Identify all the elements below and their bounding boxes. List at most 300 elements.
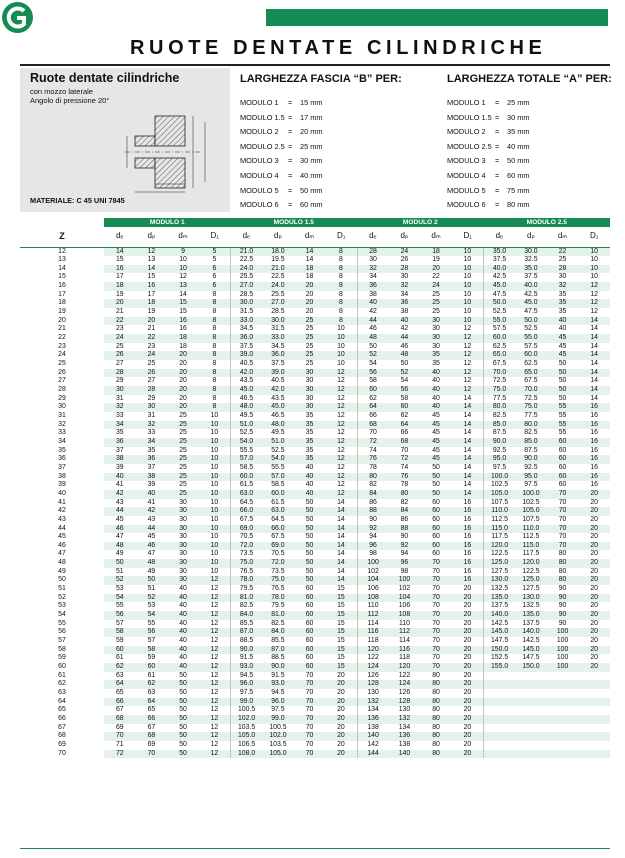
table-cell: 34.5 [262, 343, 294, 352]
table-cell: 90 [547, 585, 579, 594]
table-cell: 50 [294, 542, 326, 551]
fascia-module-value: 25 mm [300, 141, 323, 151]
table-cell: 76 [389, 473, 421, 482]
table-row [20, 663, 610, 672]
totale-module-label: MODULO 6 [447, 200, 486, 210]
table-cell: 105.0 [231, 732, 263, 741]
table-cell: 114 [389, 637, 421, 646]
table-cell: 142.5 [484, 620, 516, 629]
table-cell: 33 [104, 412, 136, 421]
table-cell: 37.5 [231, 343, 263, 352]
table-cell: 20 [452, 620, 484, 629]
column-header: D₁ [452, 227, 484, 247]
table-cell: 105.0 [262, 750, 294, 759]
table-cell: 12 [325, 412, 357, 421]
table-cell: 75.0 [262, 576, 294, 585]
teeth-count-cell: 43 [20, 516, 104, 525]
table-cell: 12 [199, 594, 231, 603]
table-cell: 35 [294, 438, 326, 447]
table-cell: 103.5 [262, 741, 294, 750]
table-cell: 41 [104, 481, 136, 490]
table-cell: 8 [199, 395, 231, 404]
table-cell: 40 [167, 611, 199, 620]
table-cell: 8 [199, 334, 231, 343]
table-cell: 97.5 [484, 464, 516, 473]
table-cell: 115.0 [515, 542, 547, 551]
table-cell [515, 715, 547, 724]
table-cell: 10 [199, 481, 231, 490]
table-cell: 40 [167, 628, 199, 637]
table-cell: 40 [167, 663, 199, 672]
teeth-count-cell: 35 [20, 447, 104, 456]
table-cell: 20 [452, 611, 484, 620]
table-cell: 70.5 [262, 550, 294, 559]
table-cell: 10 [325, 360, 357, 369]
table-cell: 25 [167, 412, 199, 421]
table-cell: 25 [167, 447, 199, 456]
table-cell: 20 [452, 706, 484, 715]
table-cell: 32 [136, 421, 168, 430]
fascia-module-label: MODULO 2 [240, 127, 279, 137]
table-cell: 82 [389, 499, 421, 508]
table-cell [547, 741, 579, 750]
table-cell: 12 [452, 343, 484, 352]
table-cell: 70 [294, 680, 326, 689]
table-cell: 76.5 [262, 585, 294, 594]
table-cell: 36 [136, 455, 168, 464]
equals-sign: = [288, 141, 293, 151]
table-cell: 20 [167, 351, 199, 360]
gear-table-container [20, 218, 610, 758]
table-cell: 94 [357, 533, 389, 542]
table-cell: 14 [578, 351, 610, 360]
fascia-module-label: MODULO 5 [240, 185, 279, 195]
table-cell: 45 [547, 343, 579, 352]
table-cell: 116 [357, 628, 389, 637]
table-cell: 35 [294, 455, 326, 464]
table-cell: 12 [199, 576, 231, 585]
column-header: dₘ [420, 227, 452, 247]
table-row [20, 455, 610, 464]
table-cell: 10 [199, 421, 231, 430]
table-cell: 10 [452, 308, 484, 317]
fascia-row [240, 142, 323, 151]
fascia-row [240, 186, 323, 195]
table-cell: 50 [547, 369, 579, 378]
table-cell: 80 [547, 576, 579, 585]
table-cell: 130.0 [515, 594, 547, 603]
table-cell: 20 [325, 672, 357, 681]
table-cell: 51.0 [231, 421, 263, 430]
table-row [20, 698, 610, 707]
table-cell: 12 [199, 637, 231, 646]
table-cell: 84 [357, 490, 389, 499]
table-cell: 96.0 [262, 698, 294, 707]
table-cell: 10 [199, 516, 231, 525]
material-note: MATERIALE: C 45 UNI 7845 [30, 196, 125, 205]
table-cell: 16 [578, 412, 610, 421]
table-cell: 16 [452, 525, 484, 534]
table-cell: 70 [294, 715, 326, 724]
table-cell: 20 [452, 750, 484, 759]
table-cell [484, 724, 516, 733]
table-cell: 12 [199, 646, 231, 655]
table-cell: 108 [389, 611, 421, 620]
table-cell: 15 [325, 646, 357, 655]
teeth-count-cell: 62 [20, 680, 104, 689]
table-cell: 17 [136, 291, 168, 300]
table-cell: 55 [104, 602, 136, 611]
table-cell: 68 [389, 438, 421, 447]
table-cell: 25 [104, 343, 136, 352]
table-cell: 120 [357, 646, 389, 655]
table-row [20, 343, 610, 352]
table-cell: 33.0 [262, 334, 294, 343]
table-cell: 55.5 [231, 447, 263, 456]
table-cell: 60 [136, 663, 168, 672]
table-cell: 14 [104, 247, 136, 256]
table-cell: 30 [167, 542, 199, 551]
table-cell [484, 672, 516, 681]
table-cell: 75.0 [231, 559, 263, 568]
table-cell: 62 [104, 663, 136, 672]
table-cell: 26 [136, 369, 168, 378]
table-cell: 144 [357, 750, 389, 759]
table-cell: 8 [199, 291, 231, 300]
table-row [20, 377, 610, 386]
table-cell: 80 [420, 724, 452, 733]
teeth-count-cell: 61 [20, 672, 104, 681]
table-cell: 66 [357, 412, 389, 421]
table-row [20, 637, 610, 646]
table-cell: 18 [294, 273, 326, 282]
table-cell: 36 [389, 299, 421, 308]
table-cell: 12 [325, 464, 357, 473]
table-row [20, 732, 610, 741]
table-cell: 82.5 [262, 620, 294, 629]
totale-row [447, 171, 530, 180]
table-cell: 20 [578, 602, 610, 611]
table-cell: 20 [167, 360, 199, 369]
table-cell: 20 [325, 715, 357, 724]
table-cell: 43.5 [231, 377, 263, 386]
table-cell: 14 [578, 325, 610, 334]
table-cell: 6 [199, 282, 231, 291]
table-cell: 37 [104, 447, 136, 456]
table-cell: 35 [420, 351, 452, 360]
table-cell: 137.5 [484, 602, 516, 611]
table-cell: 39 [104, 464, 136, 473]
table-cell: 14 [325, 550, 357, 559]
table-cell: 16 [578, 447, 610, 456]
table-cell: 16 [104, 265, 136, 274]
totale-row [447, 186, 530, 195]
totale-row [447, 98, 530, 107]
table-cell: 20 [452, 602, 484, 611]
table-cell: 44 [389, 334, 421, 343]
table-cell: 40 [420, 395, 452, 404]
table-cell: 24.0 [262, 282, 294, 291]
table-cell: 60 [420, 516, 452, 525]
table-cell: 20 [578, 637, 610, 646]
table-cell: 20 [294, 282, 326, 291]
table-cell: 20 [452, 698, 484, 707]
table-cell: 50 [294, 568, 326, 577]
table-cell: 90 [547, 594, 579, 603]
table-cell: 20 [136, 317, 168, 326]
table-cell: 78 [357, 464, 389, 473]
teeth-count-cell: 14 [20, 265, 104, 274]
table-cell: 155.0 [484, 663, 516, 672]
table-cell: 110 [389, 620, 421, 629]
table-cell: 46 [389, 343, 421, 352]
table-cell: 80.0 [515, 421, 547, 430]
table-cell: 34 [136, 438, 168, 447]
table-cell: 23 [136, 343, 168, 352]
table-cell: 52.5 [231, 429, 263, 438]
fascia-module-value: 60 mm [300, 200, 323, 210]
teeth-count-cell: 31 [20, 412, 104, 421]
table-cell: 108.0 [231, 750, 263, 759]
teeth-count-cell: 21 [20, 325, 104, 334]
teeth-count-cell: 36 [20, 455, 104, 464]
table-cell: 103.5 [231, 724, 263, 733]
fascia-module-label: MODULO 1.5 [240, 112, 285, 122]
table-cell: 60 [420, 525, 452, 534]
title-divider [20, 64, 610, 66]
table-cell: 60.0 [231, 473, 263, 482]
table-cell: 8 [199, 377, 231, 386]
table-cell: 135.0 [484, 594, 516, 603]
table-cell: 6 [199, 265, 231, 274]
table-cell: 70 [294, 750, 326, 759]
table-cell: 92.5 [484, 447, 516, 456]
table-cell: 40 [167, 646, 199, 655]
table-cell: 60 [547, 447, 579, 456]
table-cell: 5 [199, 256, 231, 265]
teeth-count-cell: 26 [20, 369, 104, 378]
table-cell: 150.0 [484, 646, 516, 655]
table-cell: 18 [167, 334, 199, 343]
table-cell [578, 741, 610, 750]
table-cell: 8 [199, 299, 231, 308]
table-cell: 31.5 [262, 325, 294, 334]
teeth-count-cell: 13 [20, 256, 104, 265]
table-cell: 60 [420, 507, 452, 516]
table-cell: 38 [136, 473, 168, 482]
table-cell: 45 [420, 429, 452, 438]
product-title: Ruote dentate cilindriche [30, 71, 180, 85]
table-cell: 27.0 [262, 299, 294, 308]
teeth-count-cell: 65 [20, 706, 104, 715]
table-cell: 90 [389, 533, 421, 542]
table-cell: 20 [452, 724, 484, 733]
table-cell: 49 [104, 550, 136, 559]
table-cell: 138 [357, 724, 389, 733]
table-cell: 20 [294, 299, 326, 308]
table-cell: 16 [136, 282, 168, 291]
table-cell: 18 [104, 282, 136, 291]
table-cell: 92 [357, 525, 389, 534]
table-cell: 28 [104, 369, 136, 378]
table-cell: 58 [389, 395, 421, 404]
table-row [20, 568, 610, 577]
table-cell: 106 [389, 602, 421, 611]
teeth-count-cell: 55 [20, 620, 104, 629]
table-cell: 10 [452, 317, 484, 326]
table-cell: 38 [389, 308, 421, 317]
table-cell [484, 750, 516, 759]
table-cell: 12 [199, 620, 231, 629]
table-cell: 25 [294, 317, 326, 326]
table-cell: 15 [325, 663, 357, 672]
gear-table-body [20, 247, 610, 758]
table-cell: 51 [136, 585, 168, 594]
table-cell: 18 [420, 247, 452, 256]
table-cell: 125.0 [484, 559, 516, 568]
table-cell: 40.5 [231, 360, 263, 369]
table-cell: 70 [420, 568, 452, 577]
table-cell: 80 [389, 490, 421, 499]
table-cell: 48.0 [262, 421, 294, 430]
table-cell: 20 [578, 620, 610, 629]
table-cell: 10 [199, 438, 231, 447]
table-cell: 50 [167, 680, 199, 689]
table-cell: 30 [167, 525, 199, 534]
table-cell: 30 [294, 386, 326, 395]
table-cell: 90 [357, 516, 389, 525]
table-cell: 20 [452, 715, 484, 724]
table-row [20, 325, 610, 334]
table-cell: 14 [578, 360, 610, 369]
table-cell: 72 [357, 438, 389, 447]
teeth-count-cell: 27 [20, 377, 104, 386]
table-cell: 45 [547, 334, 579, 343]
table-cell: 18.0 [262, 247, 294, 256]
table-cell: 130.0 [484, 576, 516, 585]
table-cell [547, 680, 579, 689]
table-row [20, 273, 610, 282]
table-cell: 60 [294, 628, 326, 637]
bottom-rule [20, 848, 610, 849]
table-row [20, 559, 610, 568]
table-cell: 14 [578, 334, 610, 343]
table-cell: 10 [452, 256, 484, 265]
table-cell: 24 [136, 351, 168, 360]
table-cell: 53 [136, 602, 168, 611]
equals-sign: = [288, 112, 293, 122]
table-cell: 5 [199, 247, 231, 256]
table-cell: 84.0 [231, 611, 263, 620]
table-cell: 58.5 [231, 464, 263, 473]
table-cell: 56 [136, 628, 168, 637]
totale-row [447, 142, 530, 151]
table-cell: 58 [104, 628, 136, 637]
table-cell: 34 [104, 421, 136, 430]
table-cell: 8 [325, 247, 357, 256]
table-cell: 30 [167, 499, 199, 508]
teeth-count-cell: 19 [20, 308, 104, 317]
table-cell: 29 [104, 377, 136, 386]
table-cell: 48 [357, 334, 389, 343]
table-cell: 55 [547, 429, 579, 438]
table-cell [578, 672, 610, 681]
teeth-count-cell: 59 [20, 654, 104, 663]
table-cell: 46 [104, 525, 136, 534]
table-cell: 8 [325, 317, 357, 326]
table-row [20, 447, 610, 456]
table-cell: 20 [452, 585, 484, 594]
table-cell: 12 [199, 663, 231, 672]
teeth-count-cell: 34 [20, 438, 104, 447]
table-cell: 102.0 [262, 732, 294, 741]
table-cell: 40 [420, 369, 452, 378]
table-row [20, 741, 610, 750]
table-cell: 70 [420, 646, 452, 655]
table-cell: 116 [389, 646, 421, 655]
table-cell: 14 [325, 525, 357, 534]
table-cell [547, 706, 579, 715]
table-row [20, 646, 610, 655]
table-cell: 60 [389, 403, 421, 412]
table-cell: 50 [104, 559, 136, 568]
table-cell: 70 [420, 585, 452, 594]
table-cell: 107.5 [515, 516, 547, 525]
totale-module-value: 35 mm [507, 127, 530, 137]
table-cell: 16 [452, 499, 484, 508]
table-cell: 140 [389, 750, 421, 759]
fascia-module-label: MODULO 4 [240, 171, 279, 180]
table-cell: 145.0 [515, 646, 547, 655]
table-cell: 70 [547, 499, 579, 508]
table-cell: 100 [547, 628, 579, 637]
table-cell: 42 [104, 490, 136, 499]
table-cell: 60.0 [515, 351, 547, 360]
table-cell: 48 [136, 559, 168, 568]
table-row [20, 620, 610, 629]
teeth-count-cell: 42 [20, 507, 104, 516]
teeth-count-cell: 60 [20, 663, 104, 672]
column-header-row [20, 227, 610, 247]
table-cell: 37.5 [515, 273, 547, 282]
table-cell: 80 [420, 698, 452, 707]
table-cell: 17 [104, 273, 136, 282]
table-cell: 70 [294, 732, 326, 741]
table-cell: 24 [420, 282, 452, 291]
table-cell: 8 [325, 282, 357, 291]
table-cell: 46 [136, 542, 168, 551]
table-cell: 80 [420, 689, 452, 698]
table-cell: 14 [325, 559, 357, 568]
table-cell: 45 [136, 533, 168, 542]
table-cell: 35 [136, 447, 168, 456]
table-cell: 10 [452, 299, 484, 308]
table-cell: 54 [136, 611, 168, 620]
table-cell: 50 [294, 525, 326, 534]
table-cell: 42 [136, 507, 168, 516]
table-cell: 59 [136, 654, 168, 663]
table-cell [484, 689, 516, 698]
table-cell: 120 [389, 663, 421, 672]
table-cell: 62 [357, 395, 389, 404]
table-cell: 50 [420, 481, 452, 490]
table-cell: 80 [420, 750, 452, 759]
table-cell: 99.0 [231, 698, 263, 707]
table-row [20, 412, 610, 421]
table-cell: 100 [547, 654, 579, 663]
table-cell: 90.0 [231, 646, 263, 655]
table-cell: 114 [357, 620, 389, 629]
